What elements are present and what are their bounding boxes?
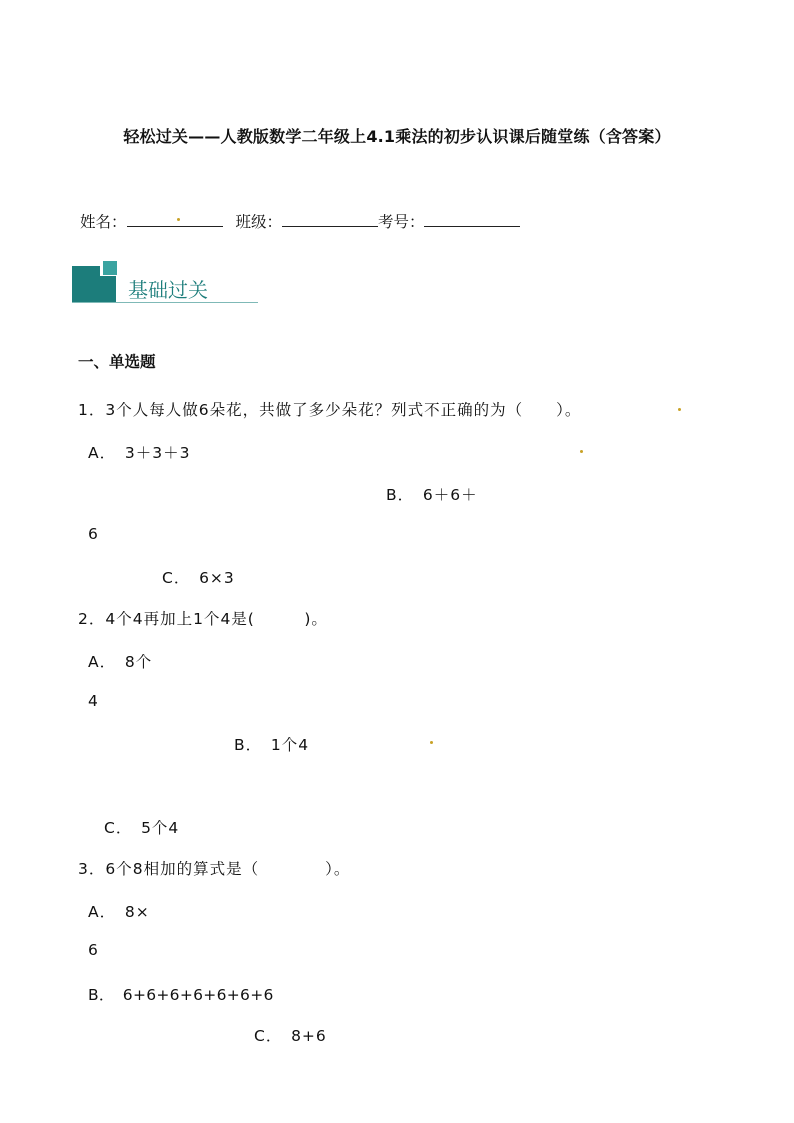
question-2-stem: 2．4个4再加上1个4是( )。 (78, 610, 328, 628)
student-info-line (80, 210, 520, 232)
document-title: 轻松过关——人教版数学二年级上4.1乘法的初步认识课后随堂练（含答案） (123, 127, 671, 146)
name-label: 姓名： (80, 213, 127, 231)
section-title: 基础过关 (128, 278, 208, 302)
question-1-option-a: A． 3＋3＋3 (88, 444, 191, 462)
part-heading: 一、单选题 (78, 353, 156, 371)
section-small-square-icon (103, 261, 117, 275)
section-underline (72, 302, 258, 303)
exam-label: 考号： (377, 213, 425, 231)
decorative-dot (580, 450, 583, 453)
class-blank (282, 212, 378, 227)
question-1-option-b-continued: 6 (88, 525, 99, 543)
decorative-dot (177, 218, 180, 221)
question-1-stem: 1．3个人每人做6朵花，共做了多少朵花？列式不正确的为（ ）。 (78, 401, 582, 419)
question-2-option-b: B． 1个4 (234, 736, 310, 754)
question-3-option-c: C． 8+6 (254, 1027, 327, 1045)
question-3-stem: 3．6个8相加的算式是（ ）。 (78, 860, 351, 878)
question-2-option-a-continued: 4 (88, 692, 99, 710)
question-3-option-a-continued: 6 (88, 941, 99, 959)
decorative-dot (678, 408, 681, 411)
question-3-option-a: A． 8× (88, 903, 150, 921)
question-1-option-c: C． 6×3 (162, 569, 235, 587)
question-3-option-b: B． 6+6+6+6+6+6+6 (88, 986, 274, 1004)
question-1-option-b: B． 6＋6＋ (386, 486, 478, 504)
section-header (72, 260, 258, 304)
class-label: 班级： (235, 213, 282, 231)
exam-blank (424, 212, 520, 227)
question-2-option-c: C． 5个4 (104, 819, 180, 837)
name-blank (127, 212, 223, 227)
decorative-dot (430, 741, 433, 744)
question-2-option-a: A． 8个 (88, 653, 153, 671)
